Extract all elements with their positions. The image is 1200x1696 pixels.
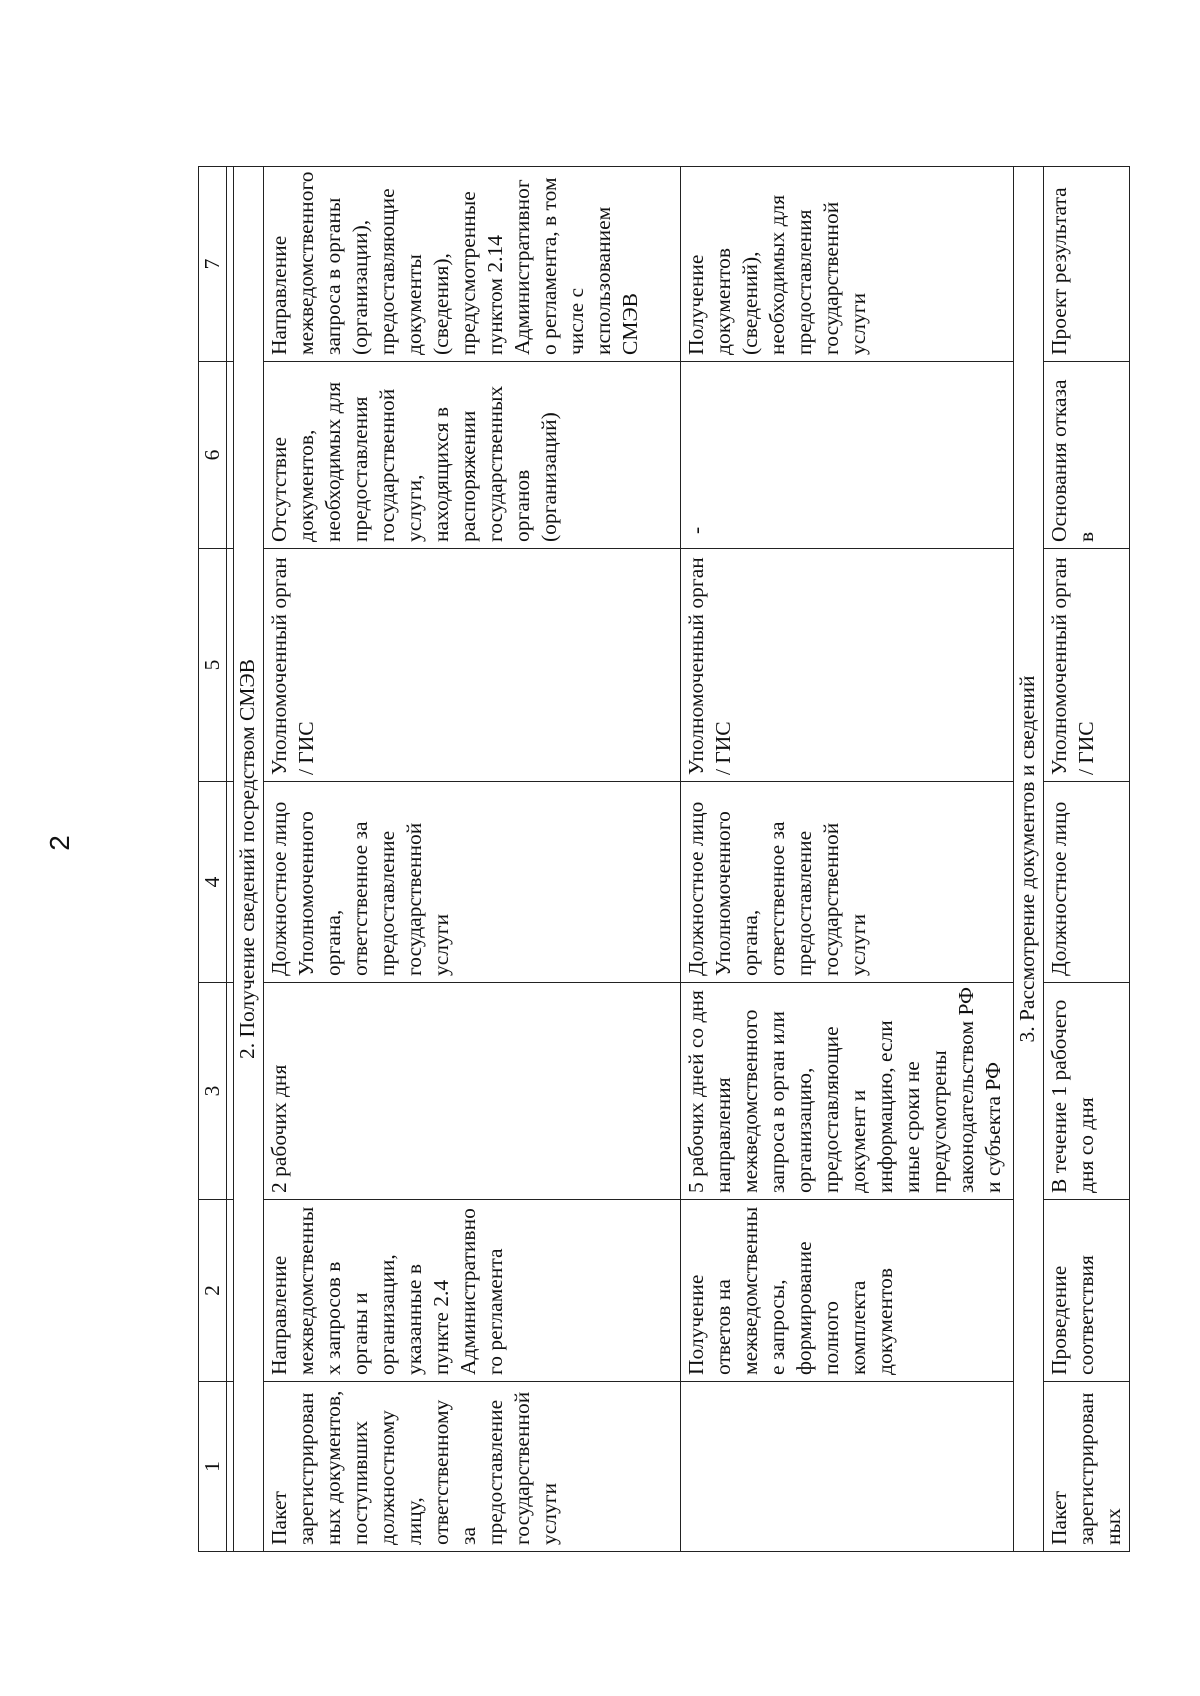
- cell-result: Направление межведомственного запроса в органы (организации), предоставляющие документы (сведения), предусмотренные пунктом 2.14 Административного регламента, в том числе с использованием СМЭВ: [264, 167, 681, 362]
- col-number-6: 6: [199, 362, 227, 549]
- table-row: [1044, 167, 1130, 1552]
- page-number: 2: [43, 835, 75, 851]
- cell-action: Направление межведомственных запросов в органы и организации, указанные в пункте 2.4 Административного регламента: [264, 1200, 681, 1382]
- cell-input-package: [681, 1382, 1014, 1552]
- table-row: [264, 167, 681, 1552]
- section-heading-row: [1014, 167, 1044, 1552]
- cell-responsible: Должностное лицо Уполномоченного органа, ответственное за предоставление государственной услуги: [681, 782, 1014, 983]
- section-heading-row: [234, 167, 264, 1552]
- cell-place: Уполномоченный орган / ГИС: [1044, 549, 1130, 782]
- cell-deadline: 2 рабочих дня: [264, 983, 681, 1200]
- spacer-row: [227, 167, 234, 1552]
- spacer-cell: [227, 549, 234, 782]
- cell-place: Уполномоченный орган / ГИС: [264, 549, 681, 782]
- col-number-3: 3: [199, 983, 227, 1200]
- section-heading-3: 3. Рассмотрение документов и сведений: [1014, 167, 1044, 1552]
- col-number-4: 4: [199, 782, 227, 983]
- cell-deadline: 5 рабочих дней со дня направления межведомственного запроса в орган или организацию, предоставляющие документ и информацию, если иные сроки не предусмотрены законодательством РФ и субъекта РФ: [681, 983, 1014, 1200]
- cell-responsible: Должностное лицо: [1044, 782, 1130, 983]
- cell-result: Проект результата: [1044, 167, 1130, 362]
- cell-input-package: Пакет зарегистрированных: [1044, 1382, 1130, 1552]
- cell-place: Уполномоченный орган / ГИС: [681, 549, 1014, 782]
- cell-criteria: Основания отказа в: [1044, 362, 1130, 549]
- cell-deadline: В течение 1 рабочего дня со дня: [1044, 983, 1130, 1200]
- spacer-cell: [227, 1200, 234, 1382]
- section-heading-2: 2. Получение сведений посредством СМЭВ: [234, 167, 264, 1552]
- spacer-cell: [227, 362, 234, 549]
- cell-action: Проведение соответствия: [1044, 1200, 1130, 1382]
- cell-criteria: -: [681, 362, 1014, 549]
- cell-criteria: Отсутствие документов, необходимых для предоставления государственной услуги, находящихся в распоряжении государственных органов (организаций): [264, 362, 681, 549]
- cell-input-package: Пакет зарегистрированных документов, поступивших должностному лицу, ответственному за предоставление государственной услуги: [264, 1382, 681, 1552]
- header-row: [199, 167, 227, 1552]
- col-number-5: 5: [199, 549, 227, 782]
- col-number-1: 1: [199, 1382, 227, 1552]
- procedure-table: [198, 166, 1130, 1552]
- col-number-7: 7: [199, 167, 227, 362]
- spacer-cell: [227, 1382, 234, 1552]
- table-row: [681, 167, 1014, 1552]
- spacer-cell: [227, 983, 234, 1200]
- cell-action: Получение ответов на межведомственные запросы, формирование полного комплекта документов: [681, 1200, 1014, 1382]
- spacer-cell: [227, 167, 234, 362]
- spacer-cell: [227, 782, 234, 983]
- rotated-table-container: [198, 167, 1125, 1552]
- cell-result: Получение документов (сведений), необходимых для предоставления государственной услуги: [681, 167, 1014, 362]
- col-number-2: 2: [199, 1200, 227, 1382]
- cell-responsible: Должностное лицо Уполномоченного органа, ответственное за предоставление государственной услуги: [264, 782, 681, 983]
